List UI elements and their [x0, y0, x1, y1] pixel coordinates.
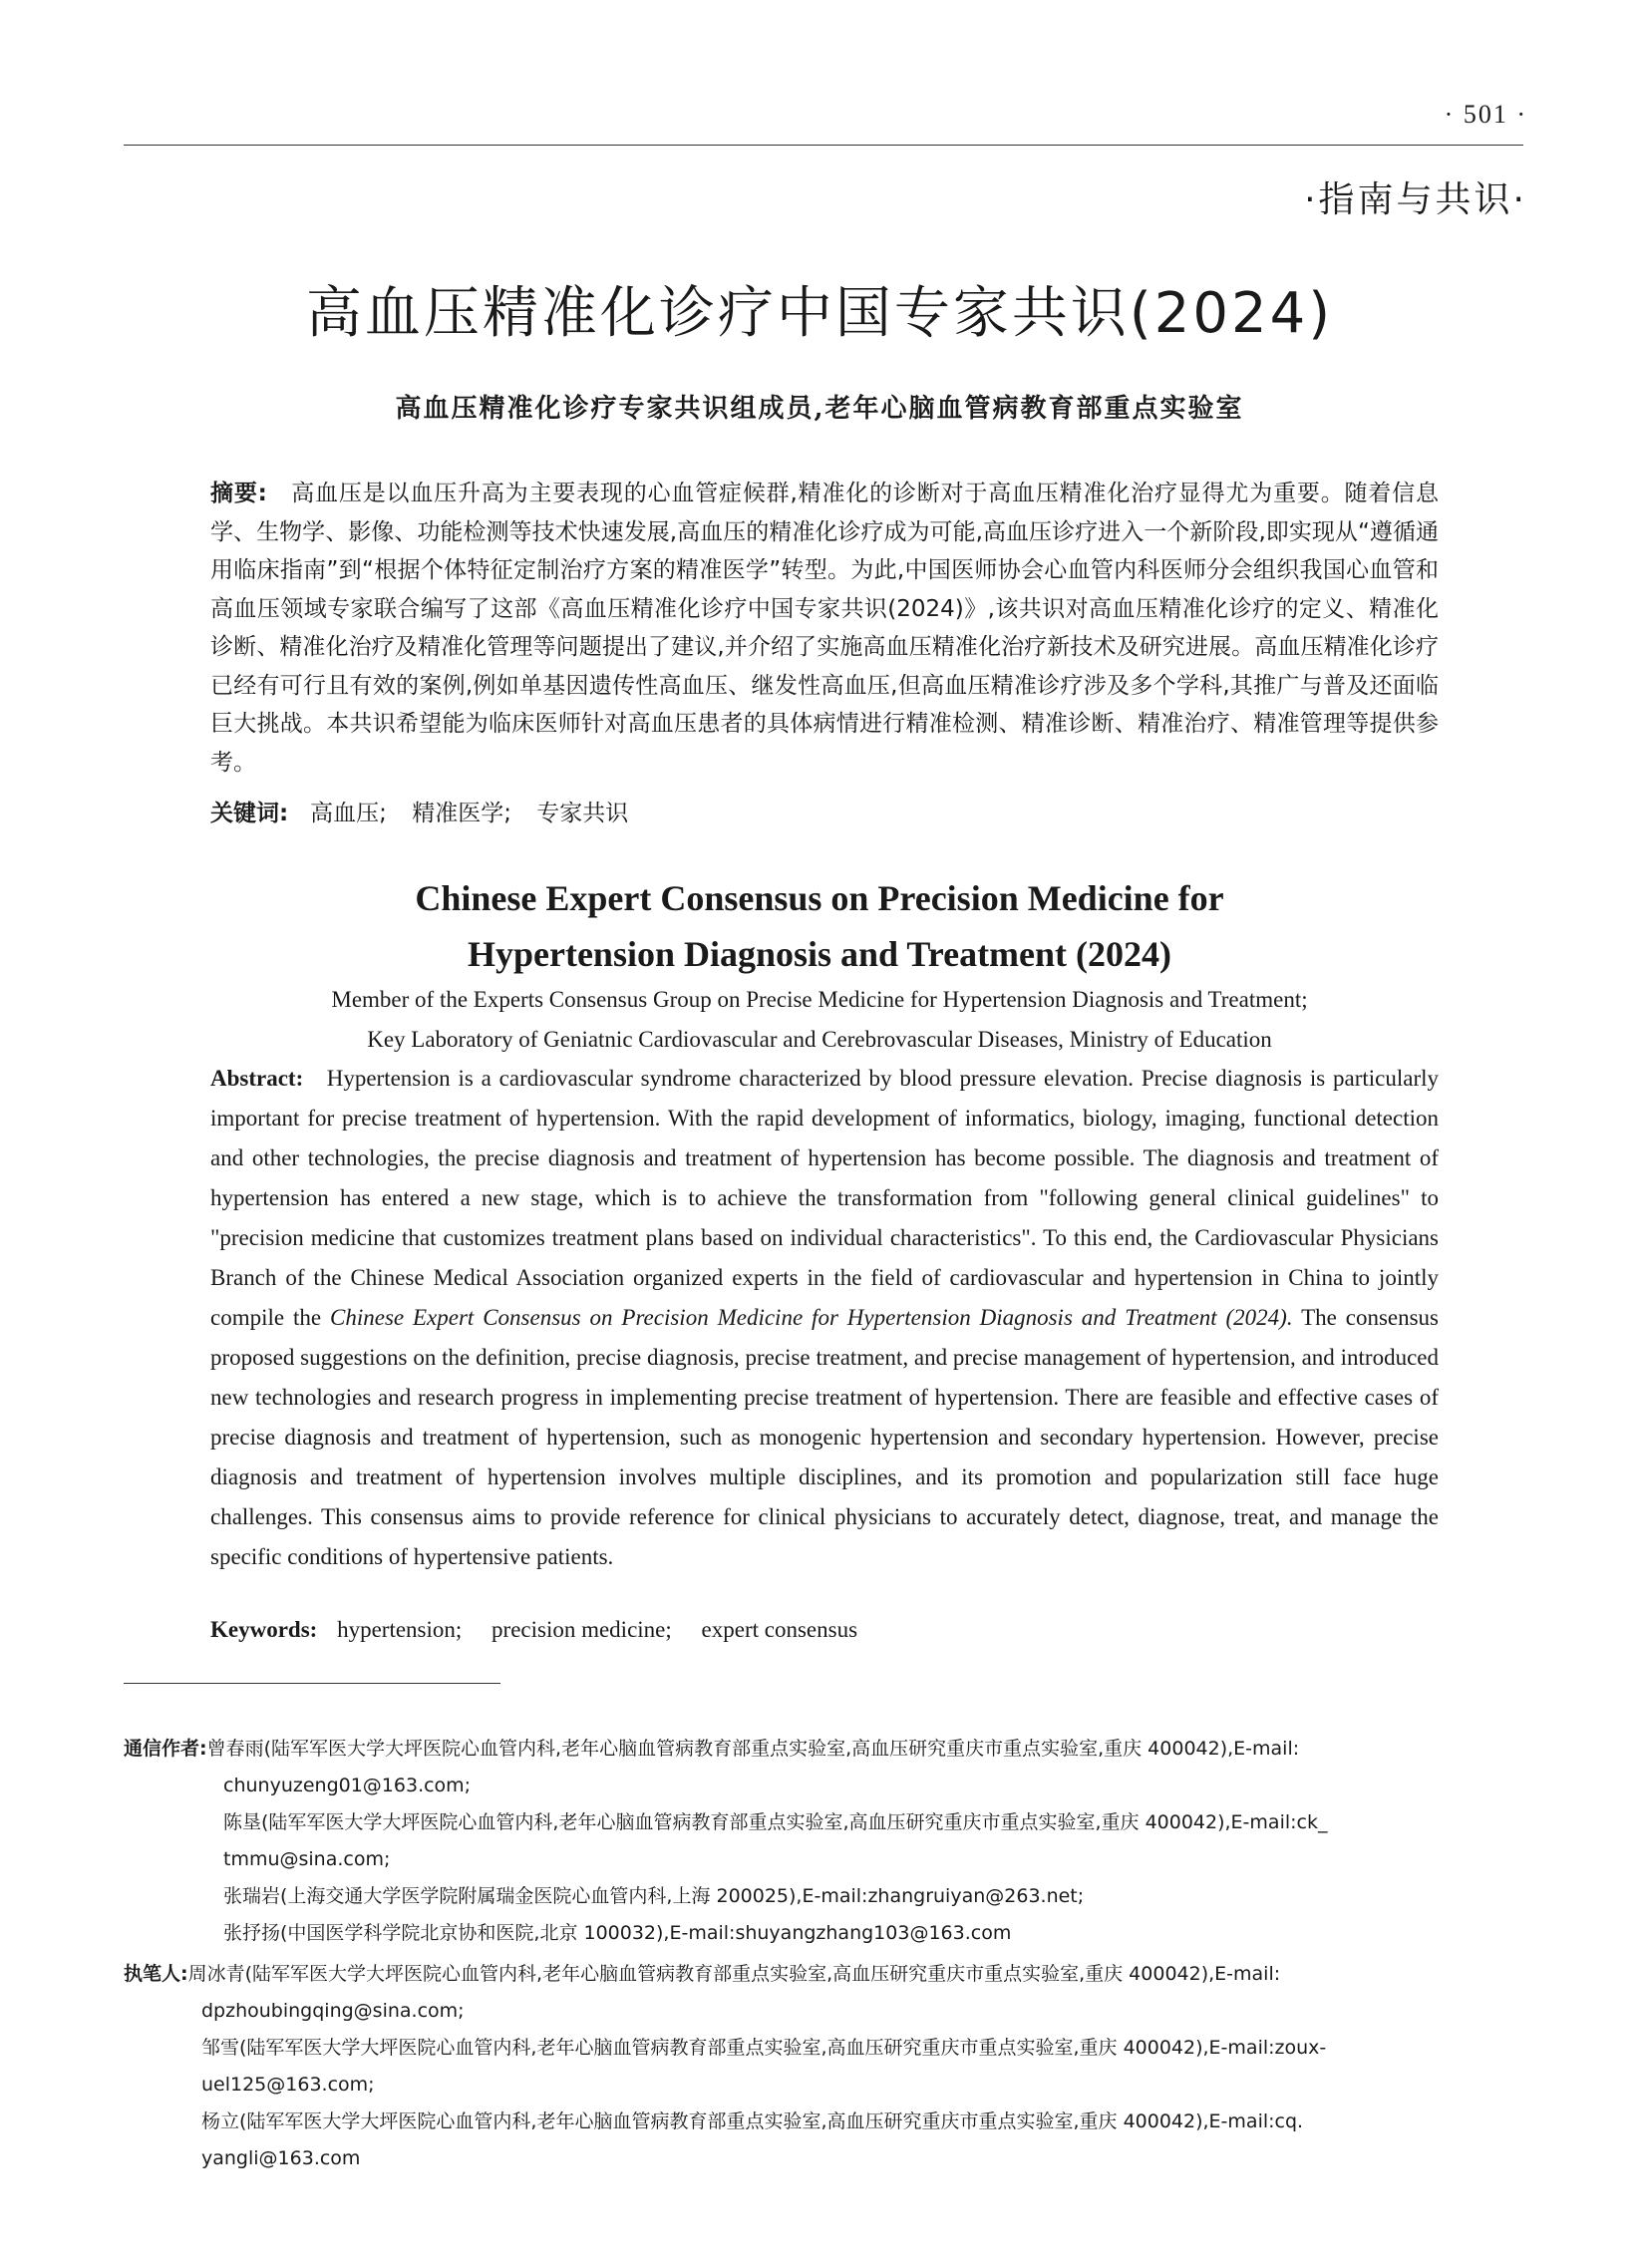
english-abstract-text: Hypertension is a cardiovascular syndrome characterized by blood pressure elevation. Precise diagnosis is particularly important for precise treatment of hypertension. With the rapid development of informatics, biology, imaging, functional detection and other technologies, the precise diagnosis and treatment of hypertension has become possible. The diagnosis and treatment of hypertension has entered a new stage, which is to achieve the transformation from "following general clinical guidelines" to "precision medicine that customizes treatment plans based on individual characteristics". To this end, the Cardiovascular Physicians Branch of the Chinese Medical Association organized experts in the field of cardiovascular and hypertension in China to jointly compile the [210, 1066, 1439, 1330]
english-keyword: precision medicine; [492, 1617, 672, 1642]
english-abstract-label: Abstract: [210, 1066, 304, 1091]
english-abstract [210, 1059, 1439, 1577]
footnote-line [124, 1956, 1523, 1993]
writer-entry: 周冰青(陆军军医大学大坪医院心血管内科,老年心脑血管病教育部重点实验室,高血压研究重庆市重点实验室,重庆 400042),E-mail: [187, 1963, 1281, 1985]
header-rule [124, 145, 1523, 146]
english-authors-line: Key Laboratory of Geniatnic Cardiovascular and Cerebrovascular Diseases, Ministry of Education [367, 1027, 1272, 1052]
chinese-abstract [210, 475, 1439, 782]
page-number: · 501 · [1444, 100, 1527, 129]
english-keyword: expert consensus [701, 1617, 858, 1642]
chinese-title: 高血压精准化诊疗中国专家共识(2024) [305, 281, 1334, 346]
author-entry-continued: chunyuzeng01@163.com; [223, 1775, 472, 1796]
english-title-line: Hypertension Diagnosis and Treatment (2024) [467, 934, 1172, 974]
writer-entry: 杨立(陆军军医大学大坪医院心血管内科,老年心脑血管病教育部重点实验室,高血压研究重庆市重点实验室,重庆 400042),E-mail:cq. [201, 2110, 1304, 2132]
author-entry-continued: tmmu@sina.com; [223, 1848, 391, 1870]
section-label: ·指南与共识· [1304, 179, 1527, 220]
english-title-line: Chinese Expert Consensus on Precision Medicine for [415, 878, 1224, 918]
corresponding-authors [124, 1731, 1523, 1952]
chinese-keyword: 专家共识 [536, 801, 629, 826]
chinese-authors: 高血压精准化诊疗专家共识组成员,老年心脑血管病教育部重点实验室 [395, 394, 1244, 424]
chinese-keywords-label: 关键词: [210, 801, 289, 826]
author-entry: 陈垦(陆军军医大学大坪医院心血管内科,老年心脑血管病教育部重点实验室,高血压研究重庆市重点实验室,重庆 400042),E-mail:ck_ [223, 1811, 1328, 1833]
english-authors-line: Member of the Experts Consensus Group on Precise Medicine for Hypertension Diagnosis and Treatment; [331, 987, 1308, 1012]
writers-label: 执笔人: [124, 1963, 188, 1985]
chinese-keyword: 高血压; [310, 801, 387, 826]
author-entry: 曾春雨(陆军军医大学大坪医院心血管内科,老年心脑血管病教育部重点实验室,高血压研究重庆市重点实验室,重庆 400042),E-mail: [206, 1738, 1300, 1760]
writer-entry-continued: yangli@163.com [201, 2147, 361, 2169]
english-abstract-title-ref: Chinese Expert Consensus on Precision Medicine for Hypertension Diagnosis and Treatment (2024). [330, 1305, 1293, 1330]
writer-entry: 邹雪(陆军军医大学大坪医院心血管内科,老年心脑血管病教育部重点实验室,高血压研究重庆市重点实验室,重庆 400042),E-mail:zoux- [201, 2037, 1327, 2059]
english-abstract-text: The consensus proposed suggestions on the definition, precise diagnosis, precise treatment, and precise management of hypertension, and introduced new technologies and research progress in implementing precise treatment of hypertension. There are feasible and effective cases of precise diagnosis and treatment of hypertension, such as monogenic hypertension and secondary hypertension. However, precise diagnosis and treatment of hypertension involves multiple disciplines, and its promotion and popularization still face huge challenges. This consensus aims to provide reference for clinical physicians to accurately detect, diagnose, treat, and manage the specific conditions of hypertensive patients. [210, 1305, 1440, 1569]
english-keywords-label: Keywords: [210, 1617, 318, 1642]
chinese-abstract-label: 摘要: [210, 481, 267, 506]
footnote-line [124, 1731, 1523, 1768]
english-authors [0, 980, 1639, 1060]
chinese-keyword: 精准医学; [412, 801, 511, 826]
corresponding-authors-label: 通信作者: [124, 1738, 207, 1760]
chinese-keywords [210, 795, 1439, 827]
english-title [0, 870, 1639, 982]
footnotes [124, 1731, 1523, 2181]
english-keyword: hypertension; [337, 1617, 463, 1642]
english-keywords [210, 1617, 1439, 1643]
author-entry: 张抒扬(中国医学科学院北京协和医院,北京 100032),E-mail:shuyangzhang103@163.com [223, 1922, 1012, 1944]
writer-entry-continued: dpzhoubingqing@sina.com; [201, 2000, 465, 2022]
chinese-abstract-text: 高血压是以血压升高为主要表现的心血管症候群,精准化的诊断对于高血压精准化治疗显得尤为重要。随着信息学、生物学、影像、功能检测等技术快速发展,高血压的精准化诊疗成为可能,高血压诊疗进入一个新阶段,即实现从“遵循通用临床指南”到“根据个体特征定制治疗方案的精准医学”转型。为此,中国医师协会心血管内科医师分会组织我国心血管和高血压领域专家联合编写了这部《高血压精准化诊疗中国专家共识(2024)》,该共识对高血压精准化诊疗的定义、精准化诊断、精准化治疗及精准化管理等问题提出了建议,并介绍了实施高血压精准化治疗新技术及研究进展。高血压精准化诊疗已经有可行且有效的案例,例如单基因遗传性高血压、继发性高血压,但高血压精准诊疗涉及多个学科,其推广与普及还面临巨大挑战。本共识希望能为临床医师针对高血压患者的具体病情进行精准检测、精准诊断、精准治疗、精准管理等提供参考。 [210, 481, 1439, 776]
footnote-rule [124, 1683, 500, 1684]
author-entry: 张瑞岩(上海交通大学医学院附属瑞金医院心血管内科,上海 200025),E-mail:zhangruiyan@263.net; [223, 1885, 1085, 1907]
writers [124, 1956, 1523, 2177]
writer-entry-continued: uel125@163.com; [201, 2074, 375, 2096]
